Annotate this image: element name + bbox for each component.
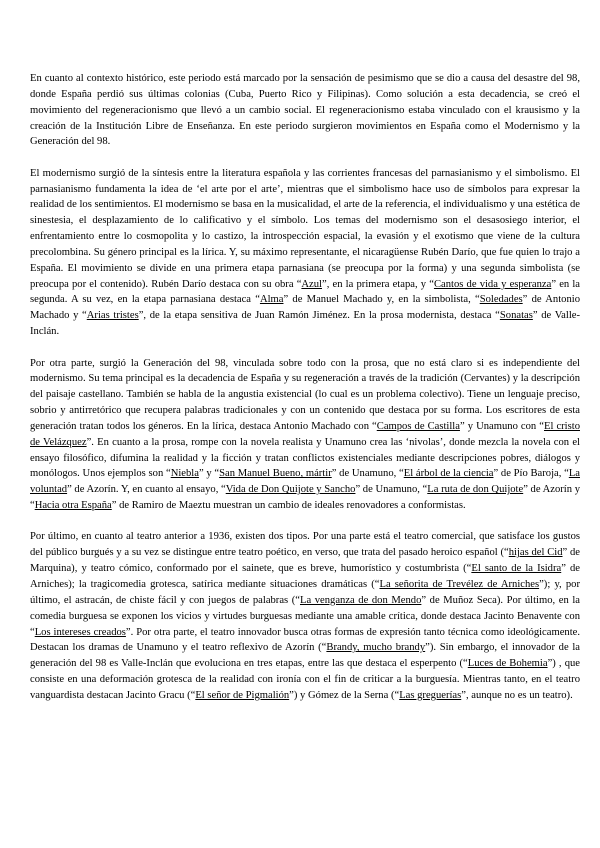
work-title: La venganza de don Mendo (299, 594, 422, 606)
work-title: Azul (301, 278, 322, 290)
body-text: En cuanto al contexto histórico, este periodo está marcado por la sensación de pesimismo que se dio a causa del desastre del 98, donde España perdió sus últimas colonias (Cuba, Puerto Rico y Filipinas). Como solución a esta decadencia, se creó el movimiento del regeneracionismo que llevó a un cambio social. El regeneracionismo estaba vinculado con el krausismo y la creación de la Institución Libre de Enseñanza. En este periodo surgieron movimientos en España como el Modernismo y la Generación del 98. (30, 73, 580, 148)
body-text: ”, aunque no es un teatro). (461, 689, 573, 701)
paragraph-generacion-98 (30, 356, 580, 514)
work-title: hijas del Cid (508, 547, 563, 559)
work-title: La ruta de don Quijote (427, 484, 524, 496)
body-text: ”. En cuanto a la prosa, rompe con la novela realista y Unamuno crea las ‘nivolas’, donde mezcla la novela con el ensayo filosófico, difumina la realidad y la ficción y tratan conflictos existenciales mediante descripciones pobres, diálogos y monólogos. Unos ejemplos son “ (30, 436, 580, 480)
body-text: ” de Azorín y “ (30, 484, 581, 512)
work-title: El santo de la Isidra (471, 563, 562, 575)
body-text: ” de Muñoz Seca). Por último, en la comedia burguesa se exponen los vicios y virtudes burguesas mediante una amable crítica, donde destaca Jacinto Benavente con “ (30, 594, 580, 638)
body-text: Por otra parte, surgió la Generación del 98, vinculada sobre todo con la prosa, que no está claro si es independiente del modernismo. Su tema principal es la decadencia de España y su regeneración a través de la tradición (Cervantes) y la descripción del paisaje castellano. También se habla de la angustia existencial (lo cual es un problema colectivo). Tiene un lenguaje preciso, sobrio y antirretórico que recupera palabras tradicionales y con un contenido que destaca por su forma. Los escritores de esta generación tratan todos los géneros. En la lírica, destaca Antonio Machado con “ (30, 357, 580, 432)
paragraph-modernismo (30, 166, 580, 340)
work-title: Alma (259, 294, 284, 306)
work-title: El cristo de Velázquez (30, 420, 580, 448)
body-text: ” y “ (198, 468, 220, 480)
work-title: Niebla (170, 468, 199, 480)
work-title: Arias tristes (86, 310, 139, 322)
body-text: ”, de la etapa sensitiva de Juan Ramón Jiménez. En la prosa modernista, destaca “ (138, 310, 500, 322)
body-text: ”). Sin embargo, el innovador de la generación del 98 es Valle-Inclán que evoluciona en tres etapas, entre las que destaca el esperpento (“ (30, 642, 581, 670)
body-text: ” de Pío Baroja, “ (493, 468, 569, 480)
work-title: El árbol de la ciencia (403, 468, 494, 480)
work-title: La señorita de Trevélez de Arniches (379, 578, 540, 590)
body-text: ”); y, por último, el astracán, de chiste fácil y con juegos de palabras (“ (30, 578, 580, 606)
body-text: Por último, en cuanto al teatro anterior a 1936, existen dos tipos. Por una parte está el teatro comercial, que satisface los gustos del público burgués y a su vez se distingue entre teatro poético, en verso, que trata del pasado heroico español (“ (30, 531, 580, 559)
work-title: San Manuel Bueno, mártir (219, 468, 332, 480)
work-title: Soledades (479, 294, 523, 306)
body-text: ” en la segunda. A su vez, en la etapa parnasiana destaca “ (30, 278, 581, 306)
body-text: ” de Manuel Machado y, en la simbolista, “ (283, 294, 480, 306)
work-title: Cantos de vida y esperanza (433, 278, 552, 290)
work-title: Vida de Don Quijote y Sancho (225, 484, 356, 496)
body-text: ” de Marquina), y teatro cómico, conformado por el sainete, que es breve, humorístico y costumbrista (“ (30, 547, 580, 575)
paragraph-historical-context (30, 71, 580, 150)
work-title: El señor de Pigmalión (195, 689, 290, 701)
work-title: Sonatas (499, 310, 533, 322)
body-text: ” de Valle-Inclán. (30, 310, 580, 338)
work-title: La voluntad (30, 468, 580, 496)
body-text: ”) y Gómez de la Serna (“ (289, 689, 400, 701)
body-text: ” de Antonio Machado y “ (30, 294, 580, 322)
body-text: ”. Por otra parte, el teatro innovador busca otras formas de expresión tanto técnica como ideológicamente. Destacan los dramas de Unamuno y el teatro reflexivo de Azorín (“ (30, 626, 580, 654)
work-title: Campos de Castilla (376, 420, 460, 432)
body-text: ” de Unamuno, “ (355, 484, 428, 496)
work-title: Las greguerías (399, 689, 462, 701)
work-title: Hacia otra España (34, 500, 112, 512)
body-text: ” y Unamuno con “ (459, 420, 544, 432)
paragraph-teatro (30, 529, 580, 703)
work-title: Luces de Bohemia (467, 658, 548, 670)
work-title: Brandy, mucho brandy (326, 642, 426, 654)
body-text: ” de Arniches); la tragicomedia grotesca, satírica mediante situaciones dramáticas (“ (30, 563, 581, 590)
body-text: ” de Azorín. Y, en cuanto al ensayo, “ (67, 484, 226, 496)
body-text: ”) , que consiste en una deformación grotesca de la realidad con ironía con el fin de criticar a la burguesía. Mientras tanto, en el teatro vanguardista destacan Jacinto Gracu (“ (30, 658, 580, 701)
work-title: Los intereses creados (34, 626, 126, 638)
body-text: ” de Unamuno, “ (331, 468, 404, 480)
body-text: ” de Ramiro de Maeztu muestran un cambio de ideales renovadores a conformistas. (111, 500, 466, 512)
body-text: ”, en la primera etapa, y “ (322, 278, 434, 290)
body-text: El modernismo surgió de la síntesis entre la literatura española y las corrientes francesas del parnasianismo y el simbolismo. El parnasianismo fundamenta la idea de ‘el arte por el arte’, mientras que el simbolismo hace uso de símbolos para expresar la realidad de los sentimientos. El modernismo se basa en la musicalidad, el arte de la referencia, el individualismo y una estética de sinestesia, el desplazamiento de lo calificativo y el símbolo. Los temas del modernismo son el desasosiego interior, el enfrentamiento entre lo cosmopolita y lo castizo, la introspección espacial, la evasión y el exotismo que viene de la cultura precolombina. Su género principal es la lírica. Y, su máximo representante, el nicaragüense Rubén Darío, que fue quien lo trajo a España. El movimiento se divide en una primera etapa parnasiana (se preocupa por la forma) y una segunda simbolista (se preocupa por el contenido). Rubén Darío destaca con su obra “ (30, 167, 580, 290)
document-page (30, 71, 580, 719)
